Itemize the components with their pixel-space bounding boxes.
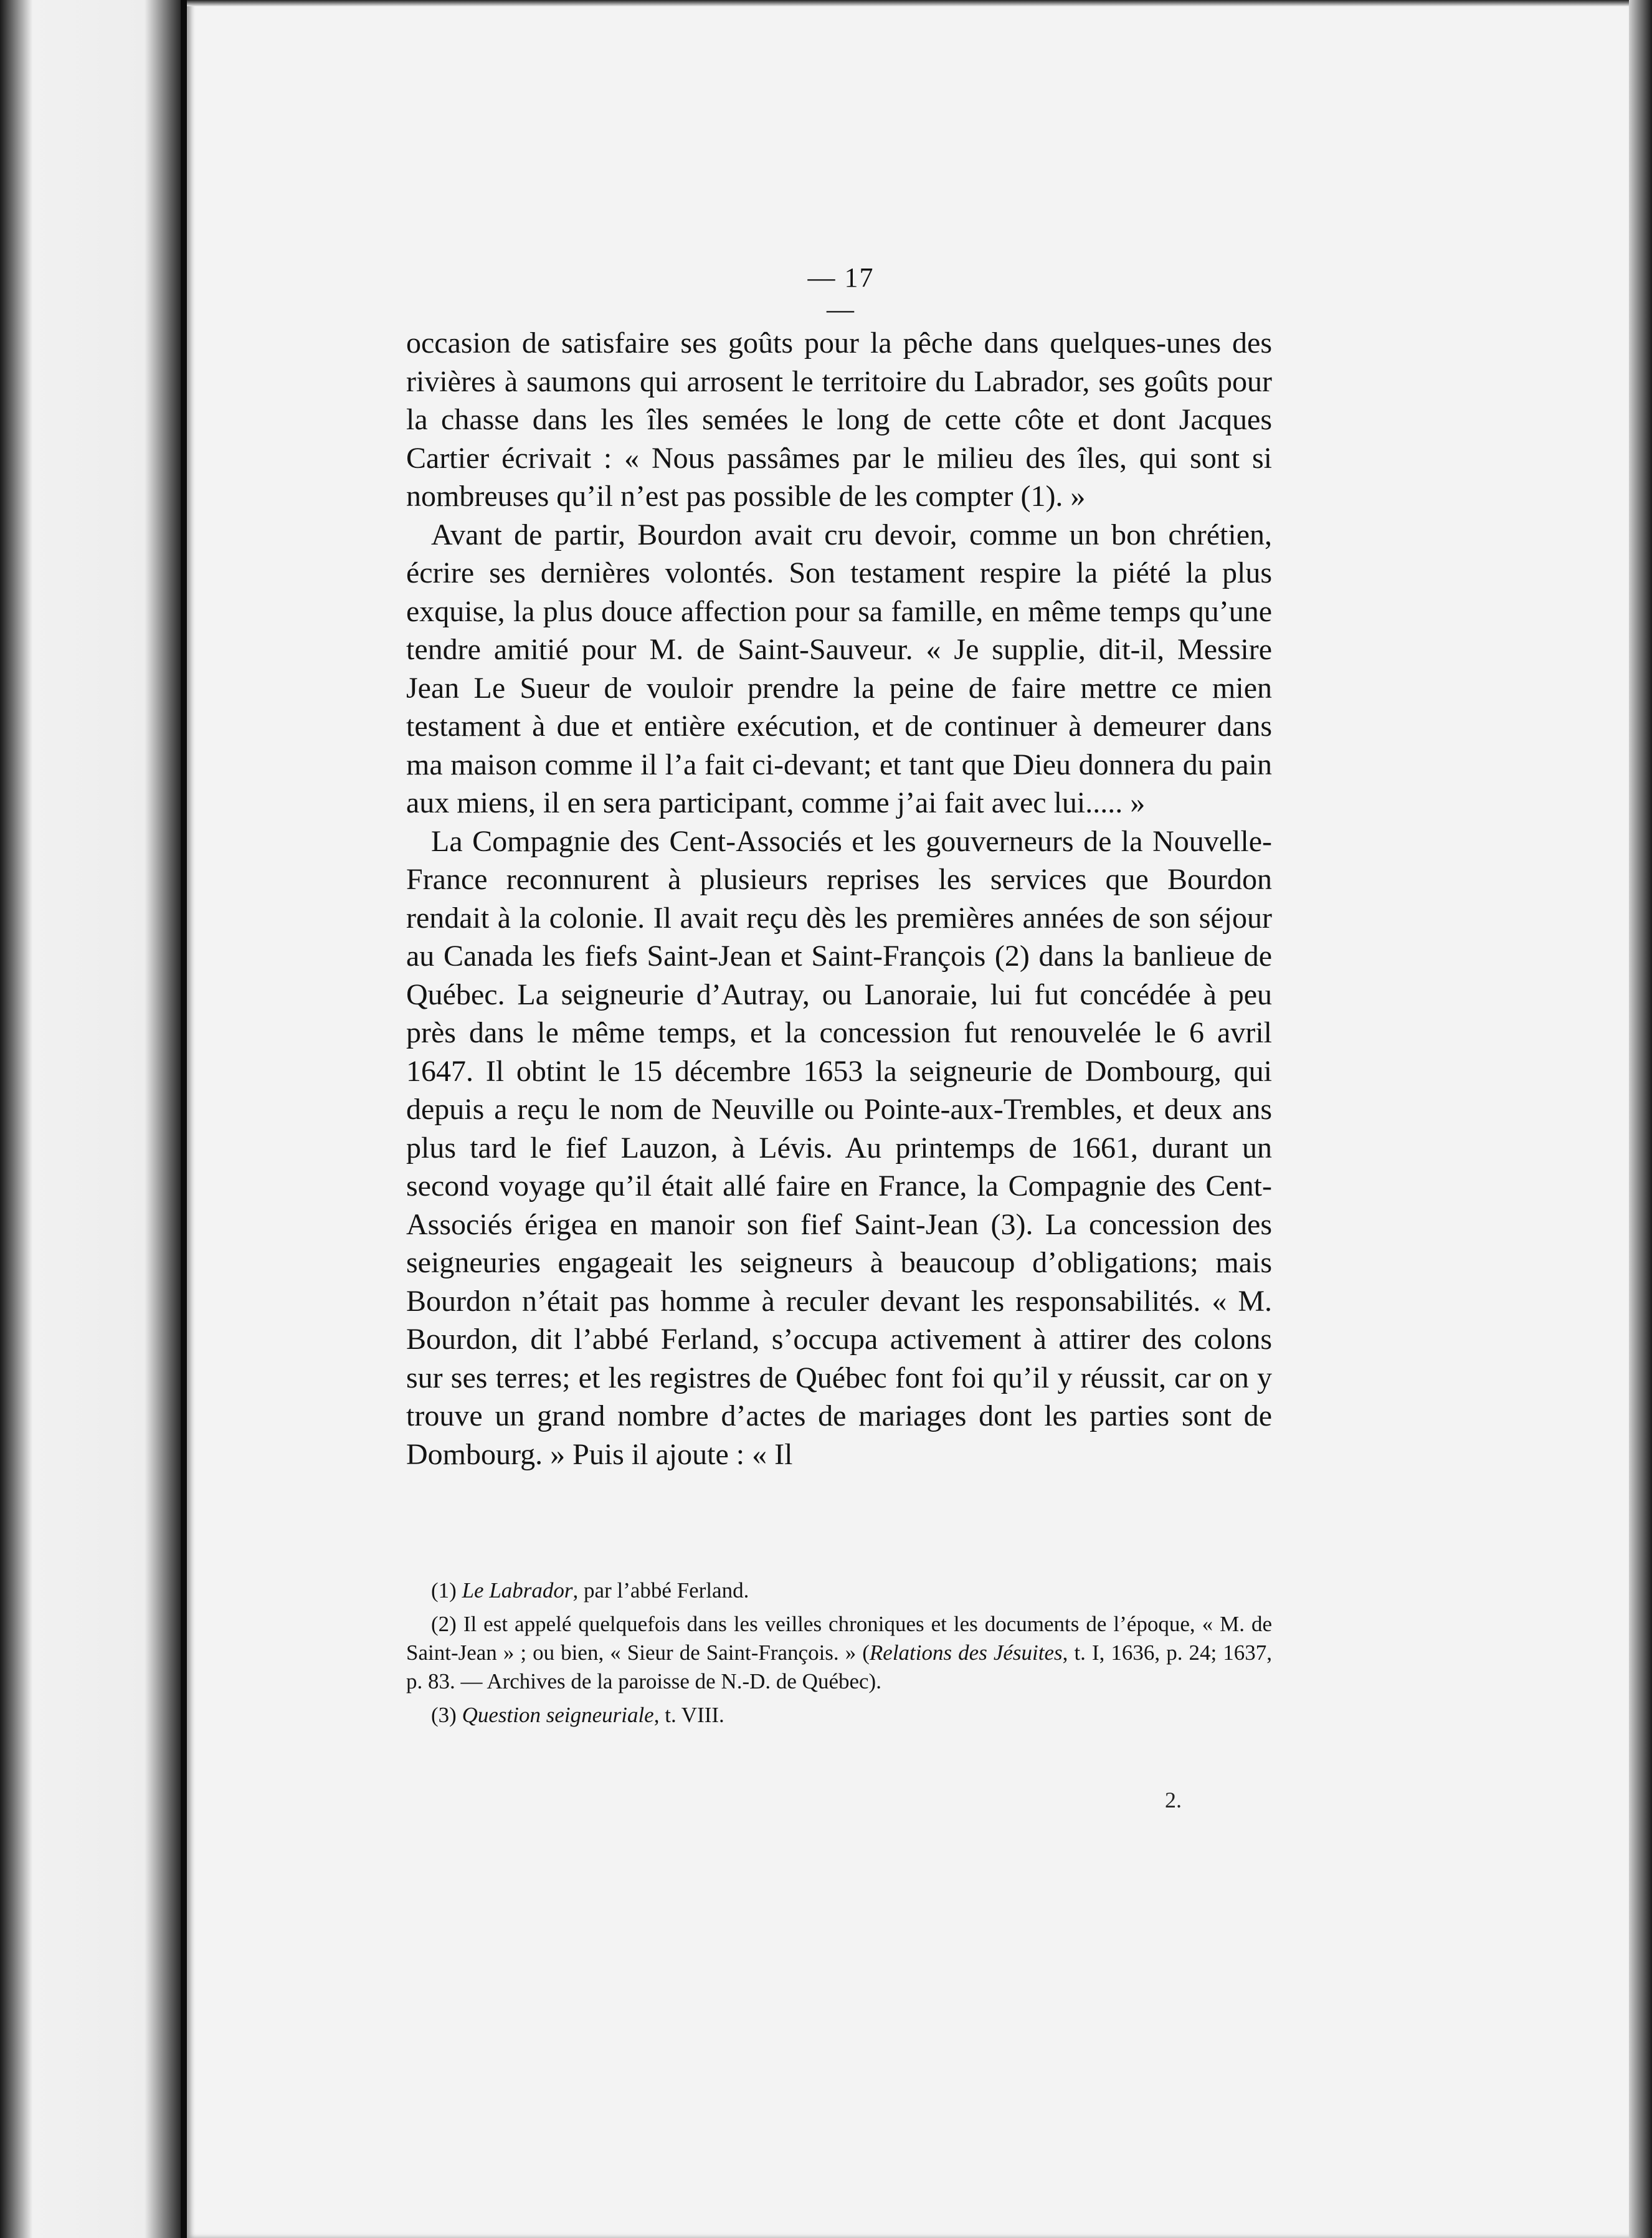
footnote-2-text-a: Il est appelé quelquefois dans les veilles chroniques et les documents de l’époque, « M. de Saint-Jean » ; ou bien, « Sieur de Saint-François. » ( [406, 1612, 1273, 1665]
footnote-2-title: Relations des Jésuites [869, 1640, 1063, 1665]
footnote-1-title: Le Labrador [462, 1578, 573, 1602]
footnote-3-number: (3) [431, 1703, 457, 1727]
footnote-2-number: (2) [431, 1612, 457, 1636]
footnote-2-text-b: , t. I, 1636, p. 24; 1637, p. 83. — Archives de la paroisse de N.-D. de Québec). [406, 1640, 1273, 1693]
footnote-1 [406, 1576, 1272, 1605]
footnote-3-title: Question seigneuriale [462, 1703, 654, 1727]
adjacent-page-edge [0, 0, 181, 2238]
scan-right-border [1629, 0, 1652, 2238]
paragraph-2: Avant de partir, Bourdon avait cru devoir, comme un bon chrétien, écrire ses dernières volontés. Son testament respire la piété la plus exquise, la plus douce affection pour sa famille, en même temps qu’une tendre amitié pour M. de Saint-Sauveur. « Je supplie, dit-il, Messire Jean Le Sueur de vouloir prendre la peine de faire mettre ce mien testament à due et entière exécution, et de continuer à demeurer dans ma maison comme il l’a fait ci-devant; et tant que Dieu donnera du pain aux miens, il en sera participant, comme j’ai fait avec lui..... » [406, 518, 1272, 819]
footnote-1-number: (1) [431, 1578, 457, 1602]
footnote-3-text: , t. VIII. [653, 1703, 724, 1727]
signature-mark: 2. [1165, 1788, 1182, 1812]
footnote-2 [406, 1610, 1272, 1696]
paragraph-3: La Compagnie des Cent-Associés et les gouverneurs de la Nouvelle-France reconnurent à plusieurs reprises les services que Bourdon rendait à la colonie. Il avait reçu dès les premières années de son séjour au Canada les fiefs Saint-Jean et Saint-François (2) dans la banlieue de Québec. La seigneurie d’Autray, ou Lanoraie, lui fut concédée à peu près dans le même temps, et la concession fut renouvelée le 6 avril 1647. Il obtint le 15 décembre 1653 la seigneurie de Dombourg, qui depuis a reçu le nom de Neuville ou Pointe-aux-Trembles, et deux ans plus tard le fief Lauzon, à Lévis. Au printemps de 1661, durant un second voyage qu’il était allé faire en France, la Compagnie des Cent-Associés érigea en manoir son fief Saint-Jean (3). La concession des seigneuries engageait les seigneurs à beaucoup d’obligations; mais Bourdon n’était pas homme à reculer devant les responsabilités. « M. Bourdon, dit l’abbé Ferland, s’occupa activement à attirer des colons sur ses terres; et les registres de Québec font foi qu’il y réussit, car on y trouve un grand nombre d’actes de mariages dont les parties sont de Dombourg. » Puis il ajoute : « Il [406, 824, 1272, 1471]
main-text [406, 324, 1272, 1474]
page-number: — 17 — [807, 262, 875, 325]
scan-top-border [187, 0, 1652, 6]
footnote-3 [406, 1701, 1272, 1730]
footnotes [406, 1576, 1272, 1735]
footnote-1-text: , par l’abbé Ferland. [572, 1578, 749, 1602]
paragraph-1: occasion de satisfaire ses goûts pour la pêche dans quelques-unes des rivières à saumons qui arrosent le territoire du Labrador, ses goûts pour la chasse dans les îles semées le long de cette côte et dont Jacques Cartier écrivait : « Nous passâmes par le milieu des îles, qui sont si nombreuses qu’il n’est pas possible de les compter (1). » [406, 326, 1272, 513]
